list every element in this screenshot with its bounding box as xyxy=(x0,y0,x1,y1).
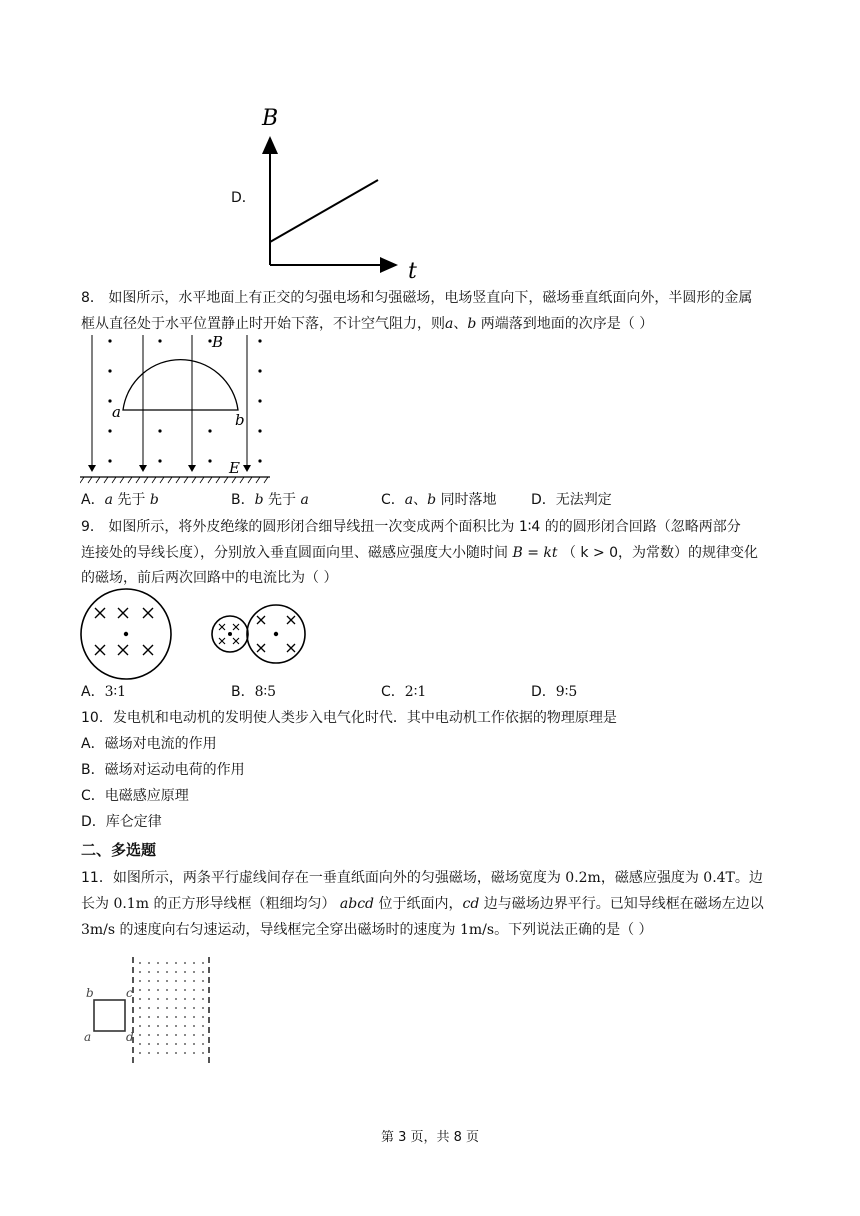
field-dot xyxy=(139,1016,141,1018)
corner-b: b xyxy=(86,986,94,1000)
field-dot xyxy=(184,989,186,991)
q9-option-b[interactable]: B．8∶5 xyxy=(231,684,277,700)
field-dot xyxy=(148,1007,150,1009)
field-dot xyxy=(202,1007,204,1009)
field-dot xyxy=(157,980,159,982)
field-dot xyxy=(175,980,177,982)
field-dot xyxy=(202,1052,204,1054)
field-dot xyxy=(193,962,195,964)
q9-text-line1: 9． 如图所示，将外皮绝缘的圆形闭合细导线扭一次变成两个面积比为 1∶4 的的圆形闭合回路（忽略两部分 xyxy=(81,519,741,535)
q9-text-line2: 连接处的导线长度），分别放入垂直圆面向里、磁感应强度大小随时间 B = kt （ k > 0，为常数）的规律变化 xyxy=(81,545,759,561)
q9-number: 9． xyxy=(81,519,104,535)
field-dot xyxy=(148,1043,150,1045)
field-dot xyxy=(184,1043,186,1045)
q7-option-d-label: D． xyxy=(231,190,256,206)
field-dot xyxy=(139,1025,141,1027)
q9-option-c[interactable]: C．2∶1 xyxy=(381,684,427,700)
field-dot xyxy=(139,1007,141,1009)
field-dot xyxy=(148,980,150,982)
field-dot xyxy=(184,962,186,964)
field-dot xyxy=(166,998,168,1000)
field-dot xyxy=(175,1052,177,1054)
field-dot xyxy=(184,1007,186,1009)
field-dot xyxy=(193,998,195,1000)
field-dot xyxy=(193,989,195,991)
field-dot xyxy=(184,1034,186,1036)
field-dot xyxy=(148,1025,150,1027)
field-dot xyxy=(184,1052,186,1054)
q8-option-d[interactable]: D．无法判定 xyxy=(531,492,612,508)
y-axis-label: B xyxy=(262,106,279,131)
field-dot xyxy=(193,1043,195,1045)
q11-text-line2: 长为 0.1m 的正方形导线框（粗细均匀） abcd 位于纸面内，cd 边与磁场边界平行。已知导线框在磁场左边以 xyxy=(81,896,764,912)
q10-option-a[interactable]: A．磁场对电流的作用 xyxy=(81,736,217,752)
field-dot xyxy=(166,962,168,964)
field-dot xyxy=(157,1007,159,1009)
field-dot xyxy=(193,1034,195,1036)
field-dot xyxy=(166,1016,168,1018)
section-heading-multiple-choice: 二、多选题 xyxy=(81,841,157,859)
q8-text-line1: 8． 如图所示，水平地面上有正交的匀强电场和匀强磁场，电场竖直向下，磁场垂直纸面向外，半圆形的金属 xyxy=(81,290,753,306)
label-a: a xyxy=(112,403,121,421)
q9-formula: B = kt xyxy=(512,545,558,561)
field-dot xyxy=(175,1016,177,1018)
field-dot xyxy=(175,989,177,991)
field-dot xyxy=(166,980,168,982)
field-dot xyxy=(157,989,159,991)
field-dot xyxy=(148,989,150,991)
q10-text: 10．发电机和电动机的发明使人类步入电气化时代．其中电动机工作依据的物理原理是 xyxy=(81,710,617,726)
field-dot xyxy=(202,962,204,964)
field-dot xyxy=(166,1007,168,1009)
q10-option-d[interactable]: D．库仑定律 xyxy=(81,814,162,830)
field-dot xyxy=(148,971,150,973)
field-dot xyxy=(148,962,150,964)
field-dot xyxy=(139,998,141,1000)
field-dot xyxy=(193,1052,195,1054)
x-axis-label: t xyxy=(408,259,417,284)
field-dot xyxy=(202,1043,204,1045)
field-dot xyxy=(193,1007,195,1009)
q9-text-line3: 的磁场，前后两次回路中的电流比为（ ） xyxy=(81,570,338,586)
field-dot xyxy=(175,1025,177,1027)
q9-option-a[interactable]: A．3∶1 xyxy=(81,684,127,700)
label-E: E xyxy=(229,459,240,477)
field-dot xyxy=(175,1007,177,1009)
q11-text-line1: 11．如图所示，两条平行虚线间存在一垂直纸面向外的匀强磁场，磁场宽度为 0.2m，磁感应强度为 0.4T。边 xyxy=(81,870,763,886)
field-dot xyxy=(184,998,186,1000)
q7-bt-graph xyxy=(250,100,430,285)
field-dot xyxy=(139,1034,141,1036)
field-dot xyxy=(157,962,159,964)
field-dot xyxy=(193,980,195,982)
label-b: b xyxy=(235,411,245,429)
field-dot xyxy=(166,1034,168,1036)
field-dot xyxy=(148,1034,150,1036)
field-dot xyxy=(148,1016,150,1018)
q8-option-b[interactable]: B．b 先于 a xyxy=(231,492,309,508)
q8-text-line2: 框从直径处于水平位置静止时开始下落，不计空气阻力，则a、b 两端落到地面的次序是（ ） xyxy=(81,316,654,332)
field-dot xyxy=(157,1016,159,1018)
field-dot xyxy=(139,1043,141,1045)
page-footer: 第 3 页，共 8 页 xyxy=(380,1130,480,1145)
field-dot xyxy=(139,1052,141,1054)
field-dot xyxy=(166,971,168,973)
field-dot xyxy=(184,980,186,982)
q8-option-a[interactable]: A．a 先于 b xyxy=(81,492,159,508)
field-dot xyxy=(175,971,177,973)
q11-number: 11． xyxy=(81,870,113,886)
field-dot xyxy=(175,962,177,964)
field-dot xyxy=(202,989,204,991)
q8-option-c[interactable]: C．a、b 同时落地 xyxy=(381,492,497,508)
field-dot xyxy=(166,1043,168,1045)
field-dot xyxy=(184,1016,186,1018)
field-dot xyxy=(148,998,150,1000)
field-dot xyxy=(166,1025,168,1027)
field-dot xyxy=(139,980,141,982)
field-dot xyxy=(157,1043,159,1045)
q9-figure xyxy=(79,588,319,684)
field-dot xyxy=(157,998,159,1000)
field-dot xyxy=(202,971,204,973)
field-dot xyxy=(202,980,204,982)
field-dot xyxy=(166,1052,168,1054)
field-dot xyxy=(157,1025,159,1027)
label-B: B xyxy=(212,333,224,351)
field-dot xyxy=(193,1016,195,1018)
b-t-line xyxy=(270,180,378,242)
field-dot xyxy=(202,1034,204,1036)
field-dot xyxy=(202,1016,204,1018)
field-dot xyxy=(157,1052,159,1054)
field-dot xyxy=(157,971,159,973)
field-dot xyxy=(139,962,141,964)
field-dot xyxy=(148,1052,150,1054)
field-dot xyxy=(202,998,204,1000)
field-dot xyxy=(184,1025,186,1027)
q10-option-b[interactable]: B．磁场对运动电荷的作用 xyxy=(81,762,245,778)
q11-figure xyxy=(82,955,217,1065)
q10-number: 10． xyxy=(81,710,113,726)
field-dot xyxy=(175,998,177,1000)
field-dot xyxy=(139,971,141,973)
field-dot xyxy=(175,1043,177,1045)
q8-figure xyxy=(80,333,270,485)
q10-option-c[interactable]: C．电磁感应原理 xyxy=(81,788,189,804)
corner-d: d xyxy=(126,1030,134,1044)
field-dot xyxy=(193,971,195,973)
field-dot xyxy=(139,989,141,991)
field-dot xyxy=(166,989,168,991)
q8-number: 8． xyxy=(81,290,104,306)
field-dot xyxy=(202,1025,204,1027)
field-dot xyxy=(193,1025,195,1027)
corner-c: c xyxy=(126,986,133,1000)
q9-option-d[interactable]: D．9∶5 xyxy=(531,684,578,700)
field-dot xyxy=(175,1034,177,1036)
magnetic-field-dots xyxy=(139,962,204,1054)
field-dot xyxy=(184,971,186,973)
q11-text-line3: 3m/s 的速度向右匀速运动，导线框完全穿出磁场时的速度为 1m/s。下列说法正确的是（ ） xyxy=(81,922,653,938)
field-dot xyxy=(157,1034,159,1036)
corner-a: a xyxy=(84,1030,92,1044)
